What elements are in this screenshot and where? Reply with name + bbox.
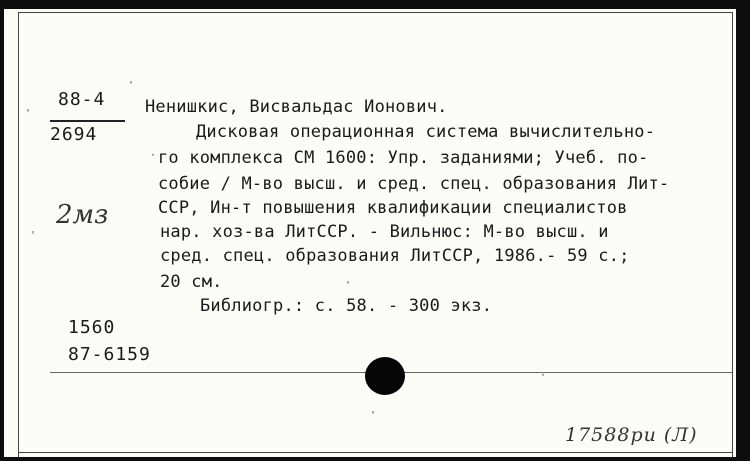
card-edge-line bbox=[18, 12, 19, 457]
registration-number: 87-6159 bbox=[68, 344, 151, 365]
title-line: Дисковая операционная система вычислительно- bbox=[196, 122, 656, 142]
shelf-mark-top: 88-4 bbox=[58, 89, 106, 110]
speck: ' bbox=[370, 410, 377, 421]
notes-line: Библиогр.: с. 58. - 300 экз. bbox=[200, 296, 493, 316]
speck: ' bbox=[128, 80, 135, 91]
speck: · bbox=[540, 370, 547, 381]
speck: ' bbox=[30, 230, 37, 241]
scan-border-top bbox=[0, 0, 750, 9]
card-edge-line bbox=[732, 12, 733, 457]
shelf-mark-divider bbox=[50, 120, 125, 122]
author-heading: Ненишкис, Висвальдас Ионович. bbox=[145, 97, 448, 117]
scan-border-bottom bbox=[0, 457, 750, 461]
title-line: ССР, Ин-т повышения квалификации специалистов bbox=[158, 198, 628, 218]
speck: ' bbox=[25, 108, 32, 119]
title-line: го комплекса СМ 1600: Упр. заданиями; Учеб. по- bbox=[158, 148, 649, 168]
punch-hole bbox=[365, 357, 405, 395]
card-number: 1560 bbox=[68, 317, 116, 338]
title-line: собие / М-во высш. и сред. спец. образования Лит- bbox=[158, 174, 670, 194]
speck: · bbox=[150, 150, 157, 161]
speck: ' bbox=[345, 280, 352, 291]
imprint-line: сред. спец. образования ЛитССР, 1986.- 59 с.; bbox=[160, 246, 630, 266]
handwritten-mark: 2мз bbox=[56, 200, 109, 230]
scan-border-right bbox=[736, 0, 750, 461]
handwritten-inventory-number: 17588pu (Л) bbox=[565, 424, 698, 446]
collation-line: 20 см. bbox=[160, 272, 223, 292]
scan-border-left bbox=[0, 0, 4, 461]
imprint-line: нар. хоз-ва ЛитССР. - Вильнюс: М-во высш. и bbox=[160, 222, 609, 242]
card-edge-line bbox=[18, 12, 732, 13]
shelf-mark-bottom: 2694 bbox=[50, 124, 98, 145]
card-edge-line bbox=[18, 452, 732, 453]
